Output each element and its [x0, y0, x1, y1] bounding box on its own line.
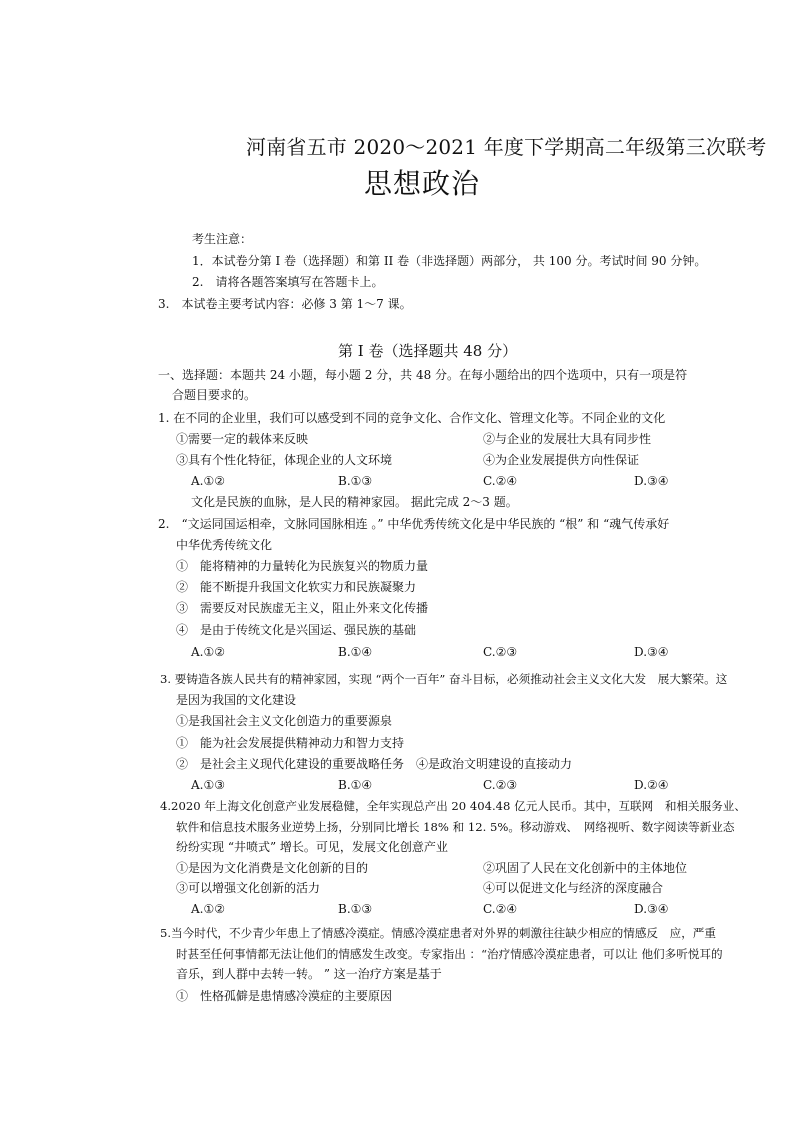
- section-instruction: 一、选择题：本题共 24 小题，每小题 2 分，共 48 分。在每小题给出的四个选项中，只有一项是符: [158, 368, 688, 382]
- statement: ①需要一定的载体来反映: [176, 432, 309, 446]
- statement: ①是因为文化消费是文化创新的目的: [176, 861, 369, 875]
- choice-d: D.③④: [634, 902, 669, 916]
- statement: ② 是社会主义现代化建设的重要战略任务 ④是政治文明建设的直接动力: [176, 757, 573, 771]
- notice-item: 2. 请将各题答案填写在答题卡上。: [192, 275, 384, 289]
- notice-heading: 考生注意：: [192, 232, 253, 246]
- question-stem: 5.当今时代，不少青少年患上了情感冷漠症。情感冷漠症患者对外界的刺激往往缺少相应的情感反 应，严重: [160, 926, 716, 940]
- statement: ② 能不断提升我国文化软实力和民族凝聚力: [176, 580, 417, 594]
- choice-b: B.①④: [338, 645, 373, 659]
- question-stem: 1. 在不同的企业里，我们可以感受到不同的竞争文化、合作文化、管理文化等。不同企业的文化: [158, 411, 666, 425]
- statement: ②与企业的发展壮大具有同步性: [483, 432, 652, 446]
- choice-d: D.②④: [634, 778, 669, 792]
- statement: ④为企业发展提供方向性保证: [483, 453, 640, 467]
- question-stem: 音乐，到人群中去转一转。 ” 这一治疗方案是基于: [176, 967, 442, 981]
- choice-d: D.③④: [634, 645, 669, 659]
- choice-c: C.②④: [483, 902, 518, 916]
- material-intro: 文化是民族的血脉，是人民的精神家园。 据此完成 2～3 题。: [191, 495, 518, 509]
- statement: ④ 是由于传统文化是兴国运、强民族的基础: [176, 623, 417, 637]
- statement: ③具有个性化特征，体现企业的人文环境: [176, 453, 393, 467]
- question-stem: 中华优秀传统文化: [176, 538, 273, 552]
- question-stem: 软件和信息技术服务业逆势上扬，分别同比增长 18% 和 12. 5%。移动游戏、 网络视听、数字阅读等新业态: [176, 820, 735, 834]
- statement: ① 能将精神的力量转化为民族复兴的物质力量: [176, 559, 429, 573]
- choice-a: A.①②: [191, 902, 225, 916]
- notice-item: 1．本试卷分第 I 卷（选择题）和第 II 卷（非选择题）两部分， 共 100 分。考试时间 90 分钟。: [192, 254, 707, 268]
- question-stem: 4.2020 年上海文化创意产业发展稳健，全年实现总产出 20 404.48 亿元人民币。其中，互联网 和相关服务业、: [160, 799, 746, 813]
- question-stem: 2. “文运同国运相牵，文脉同国脉相连 。” 中华优秀传统文化是中华民族的 “根” 和 “魂气传承好: [158, 517, 670, 531]
- statement: ③可以增强文化创新的活力: [176, 881, 321, 895]
- choice-c: C.②④: [483, 474, 518, 488]
- section-title: 第 I 卷（选择题共 48 分）: [338, 342, 518, 360]
- choice-c: C.②③: [483, 778, 518, 792]
- question-stem: 是因为我国的文化建设: [176, 693, 297, 707]
- choice-d: D.③④: [634, 474, 669, 488]
- choice-c: C.②③: [483, 645, 518, 659]
- statement: ① 能为社会发展提供精神动力和智力支持: [176, 736, 405, 750]
- notice-item: 3. 本试卷主要考试内容：必修 3 第 1～7 课。: [158, 297, 412, 311]
- question-stem: 时甚至任何事情都无法让他们的情感发生改变。专家指出 ：“治疗情感冷漠症患者，可以让 他们多听悦耳的: [176, 947, 723, 961]
- choice-b: B.①③: [338, 474, 373, 488]
- question-stem: 纷纷实现 “井喷式” 增长。可见，发展文化创意产业: [176, 840, 448, 854]
- statement: ③ 需要反对民族虚无主义，阻止外来文化传播: [176, 601, 429, 615]
- subject-title: 思想政治: [364, 167, 481, 200]
- statement: ① 性格孤僻是患情感冷漠症的主要原因: [176, 989, 393, 1003]
- choice-b: B.①③: [338, 902, 373, 916]
- choice-a: A.①②: [191, 474, 225, 488]
- choice-b: B.①④: [338, 778, 373, 792]
- question-stem: 3. 要铸造各族人民共有的精神家园，实现 “两个一百年” 奋斗目标，必须推动社会主义文化大发 展大繁荣。这: [160, 672, 728, 686]
- choice-a: A.①②: [191, 645, 225, 659]
- exam-title: 河南省五市 2020～2021 年度下学期高二年级第三次联考: [246, 135, 767, 159]
- choice-a: A.①③: [191, 778, 225, 792]
- statement: ④可以促进文化与经济的深度融合: [483, 881, 664, 895]
- statement: ②巩固了人民在文化创新中的主体地位: [483, 861, 688, 875]
- statement: ①是我国社会主义文化创造力的重要源泉: [176, 714, 393, 728]
- section-instruction: 合题目要求的。: [172, 388, 257, 402]
